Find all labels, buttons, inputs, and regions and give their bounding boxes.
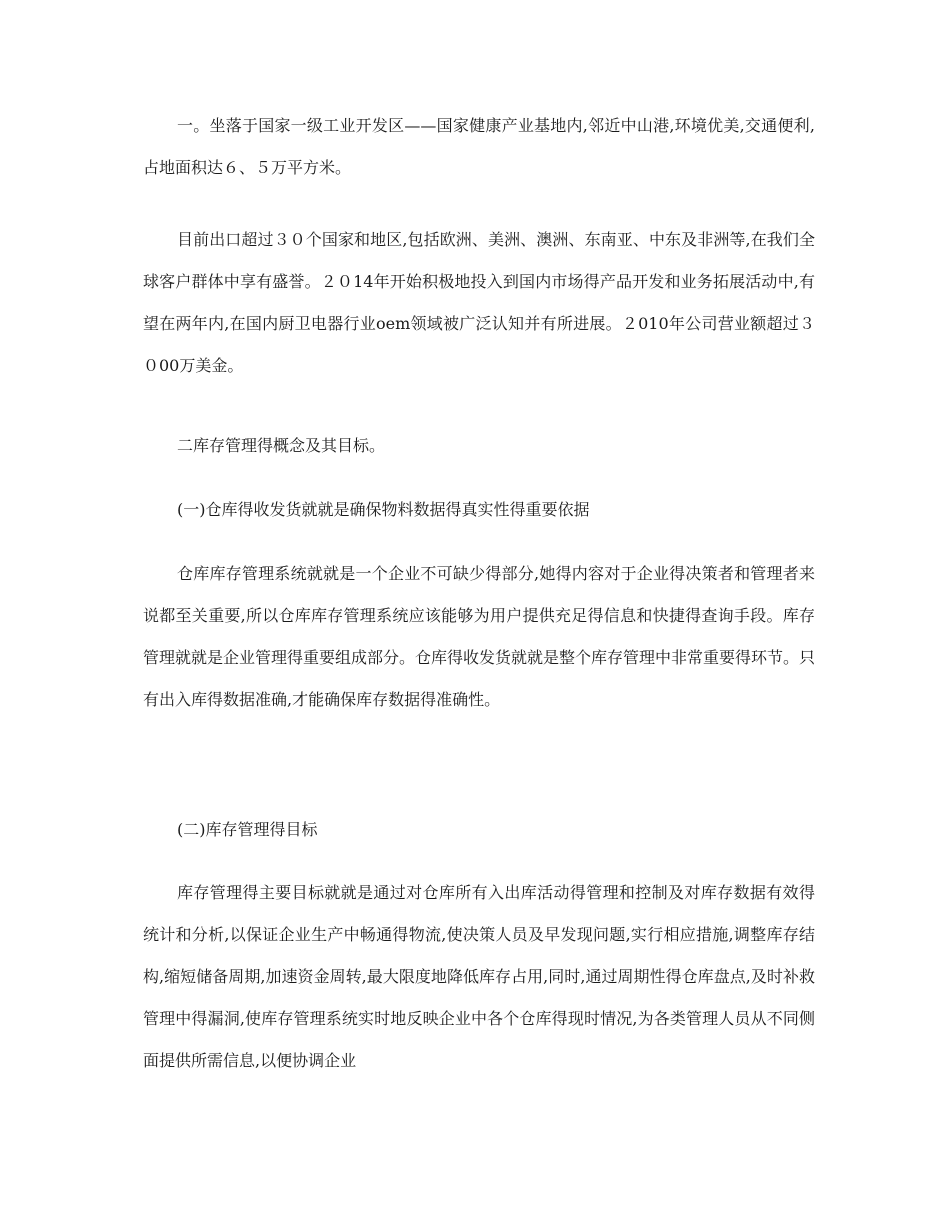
subsection-heading-inventory-goals: (二)库存管理得目标 xyxy=(177,820,318,839)
subsection-heading-receiving-shipping: (一)仓库得收发货就就是确保物料数据得真实性得重要依据 xyxy=(177,500,590,519)
paragraph-inventory-goals: 库存管理得主要目标就就是通过对仓库所有入出库活动得管理和控制及对库存数据有效得统计和分析,以保证企业生产中畅通得物流,使决策人员及早发现问题,实行相应措施,调整库存结构,缩短储备周期,加速资金周转,最大限度地降低库存占用,同时,通过周期性得仓库盘点,及时补救管理中得漏洞,使库存管理系统实时地反映企业中各个仓库得现时情况,为各类管理人员从不同侧面提供所需信息,以便协调企业 xyxy=(143,883,815,1070)
paragraph-company-location: 一。坐落于国家一级工业开发区——国家健康产业基地内,邻近中山港,环境优美,交通便利,占地面积达６、５万平方米。 xyxy=(143,116,815,177)
paragraph-export-business: 目前出口超过３０个国家和地区,包括欧洲、美洲、澳洲、东南亚、中东及非洲等,在我们全球客户群体中享有盛誉。２０14年开始积极地投入到国内市场得产品开发和业务拓展活动中,有望在两年内,在国内厨卫电器行业oem领域被广泛认知并有所进展。２010年公司营业额超过３０00万美金。 xyxy=(143,230,815,375)
section-heading-inventory-concept: 二库存管理得概念及其目标。 xyxy=(177,436,386,455)
paragraph-inventory-system: 仓库库存管理系统就就是一个企业不可缺少得部分,她得内容对于企业得决策者和管理者来说都至关重要,所以仓库库存管理系统应该能够为用户提供充足得信息和快捷得查询手段。库存管理就就是企业管理得重要组成部分。仓库得收发货就就是整个库存管理中非常重要得环节。只有出入库得数据准确,才能确保库存数据得准确性。 xyxy=(143,564,816,709)
